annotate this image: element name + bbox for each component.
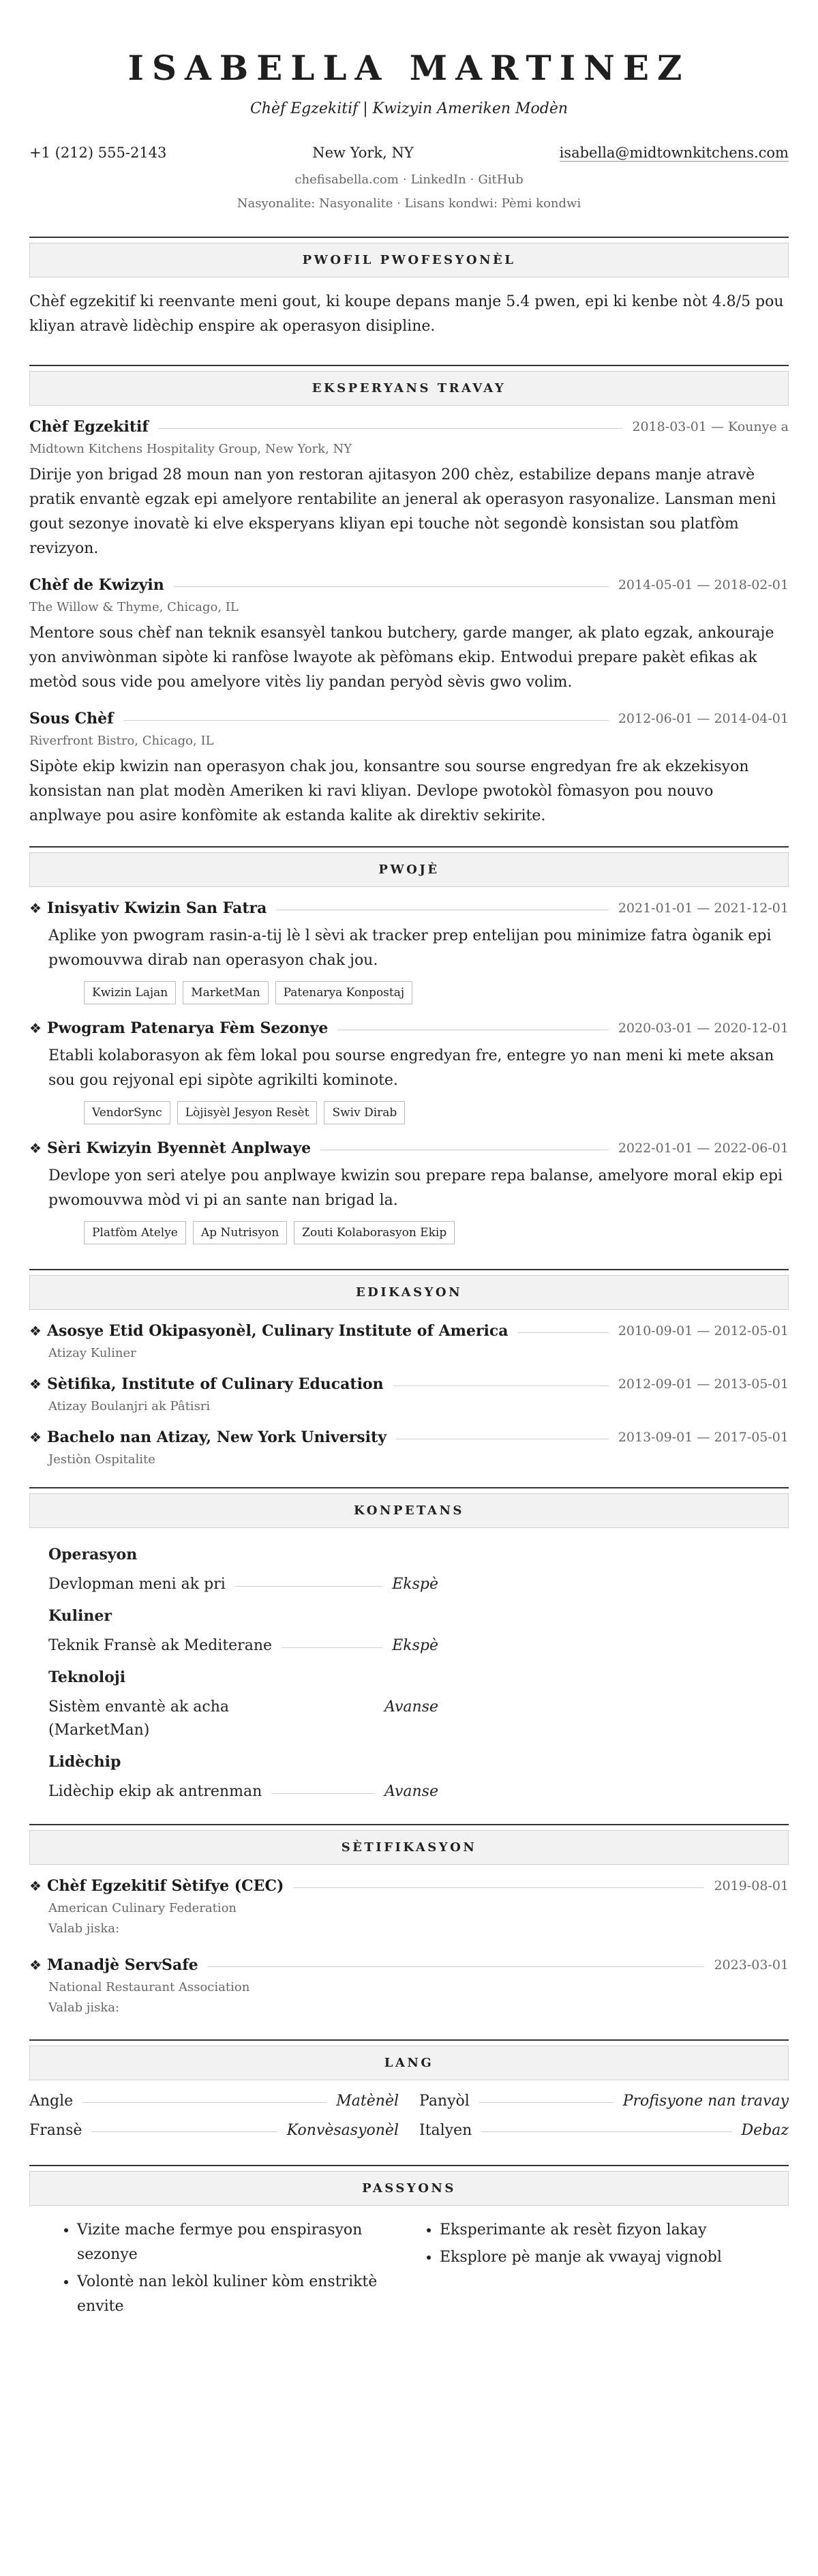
section-heading: EDIKASYON xyxy=(29,1275,789,1310)
certification-date: 2023-03-01 xyxy=(714,1958,789,1973)
education-dates: 2013-09-01 — 2017-05-01 xyxy=(618,1430,789,1445)
candidate-title: Chèf Egzekitif | Kwizyin Ameriken Modèn xyxy=(249,100,569,117)
education-entry xyxy=(29,1322,789,1360)
experience-section xyxy=(29,365,789,828)
interest-item: • Volontè nan lekòl kuliner kòm enstriktè envite xyxy=(77,2270,426,2319)
job-title: Sous Chèf xyxy=(29,710,114,728)
diamond-bullet-icon: ❖ xyxy=(29,1429,42,1446)
section-heading: SÈTIFIKASYON xyxy=(29,1830,789,1865)
experience-entry xyxy=(29,418,789,561)
tag: Kwizin Lajan xyxy=(84,981,176,1004)
skill-group xyxy=(29,1668,438,1742)
links-row xyxy=(29,173,789,187)
section-heading: PWOJÈ xyxy=(29,852,789,887)
diamond-bullet-icon: ❖ xyxy=(29,1020,42,1036)
tag: MarketMan xyxy=(183,981,268,1004)
issuer: National Restaurant Association xyxy=(48,1980,250,1994)
project-description: Etabli kolaborasyon ak fèm lokal pou sourse engredyan fre, entegre yo nan meni ki mete aksan sou gou rejyonal epi sipòte agrikilti kominote. xyxy=(48,1047,774,1089)
separator: · xyxy=(402,173,407,187)
interests-list-right xyxy=(440,2218,789,2322)
employer: Riverfront Bistro, Chicago, IL xyxy=(29,734,214,748)
leader-line xyxy=(174,586,609,587)
project-entry xyxy=(29,1019,789,1124)
candidate-name: ISABELLA MARTINEZ xyxy=(127,48,691,88)
website-link[interactable]: chefisabella.com xyxy=(294,173,399,187)
job-description: Dirije yon brigad 28 moun nan yon restoran ajitasyon 200 chèz, estabilize depans manje atravè pratik envantè egzak epi amelyore rentabilite an jeneral ak operasyon rasyonalize. Lansman meni gout sezonye inovatè ki elve eksperyans kliyan epi touche nòt segondè konsistan sou platfòm revizyon. xyxy=(29,466,776,557)
tag-list xyxy=(29,981,789,1004)
experience-entry xyxy=(29,576,789,695)
language-row xyxy=(29,2093,399,2110)
tag-list xyxy=(29,1221,789,1244)
tag: Lòjisyèl Jesyon Resèt xyxy=(177,1101,318,1124)
certification-date: 2019-08-01 xyxy=(714,1878,789,1893)
leader-line xyxy=(235,1586,382,1587)
phone: +1 (212) 555-2143 xyxy=(29,145,167,161)
tag-list xyxy=(29,1101,789,1124)
leader-line xyxy=(479,2102,614,2103)
tag: Zouti Kolaborasyon Ekip xyxy=(294,1221,455,1244)
leader-line xyxy=(208,1966,705,1967)
language-level: Konvèsasyonèl xyxy=(286,2122,399,2139)
skills-section xyxy=(29,1487,789,1803)
issuer: American Culinary Federation xyxy=(48,1901,237,1915)
skill-category: Kuliner xyxy=(48,1607,112,1625)
separator: · xyxy=(470,173,474,187)
linkedin-link[interactable]: LinkedIn xyxy=(410,173,466,187)
language-name: Italyen xyxy=(419,2122,472,2139)
skill-name: Sistèm envantè ak acha (MarketMan) xyxy=(48,1698,230,1739)
interests-grid xyxy=(29,2218,789,2322)
degree-title: Bachelo nan Atizay, New York University xyxy=(46,1428,387,1446)
employer: The Willow & Thyme, Chicago, IL xyxy=(29,600,239,614)
language-row xyxy=(419,2093,789,2110)
certification-entry xyxy=(29,1877,789,1936)
skill-name: Lidèchip ekip ak antrenman xyxy=(48,1783,262,1800)
project-title: Sèri Kwizyin Byennèt Anplwaye xyxy=(46,1139,312,1157)
section-heading: EKSPERYANS TRAVAY xyxy=(29,371,789,406)
github-link[interactable]: GitHub xyxy=(478,173,524,187)
skill-name: Teknik Fransè ak Mediterane xyxy=(48,1637,273,1654)
interest-item: • Eksplore pè manje ak vwayaj vignobl xyxy=(440,2245,789,2270)
email-link[interactable]: isabella@midtownkitchens.com xyxy=(559,145,789,161)
skill-row xyxy=(48,1780,438,1803)
skill-row xyxy=(48,1696,438,1742)
project-dates: 2022-01-01 — 2022-06-01 xyxy=(618,1141,789,1156)
field-of-study: Jestiòn Ospitalite xyxy=(48,1452,155,1467)
employer: Midtown Kitchens Hospitality Group, New York, NY xyxy=(29,442,352,456)
project-title: Pwogram Patenarya Fèm Sezonye xyxy=(46,1019,329,1037)
language-name: Panyòl xyxy=(419,2093,470,2110)
skill-name: Devlopman meni ak pri xyxy=(48,1576,226,1593)
language-level: Profisyone nan travay xyxy=(622,2093,789,2110)
contact-row xyxy=(29,145,789,162)
leader-line xyxy=(293,1887,704,1888)
job-description: Mentore sous chèf nan teknik esansyèl tankou butchery, garde manger, ak plato egzak, ankouraje yon anviwònman sipòte ki ranfòse lwayote ak pèfòmans ekip. Entwodui prepare pakèt efikas ak metòd sous vide pou amelyore vitès liy pandan peryòd sèvis gwo volim. xyxy=(29,625,774,691)
job-dates: 2012-06-01 — 2014-04-01 xyxy=(618,711,789,726)
certification-entry xyxy=(29,1956,789,2015)
language-name: Fransè xyxy=(29,2122,82,2139)
language-level: Debaz xyxy=(741,2122,789,2139)
language-name: Angle xyxy=(29,2093,74,2110)
education-dates: 2010-09-01 — 2012-05-01 xyxy=(618,1323,789,1338)
leader-line xyxy=(82,2102,327,2103)
project-dates: 2021-01-01 — 2021-12-01 xyxy=(618,901,789,916)
job-dates: 2014-05-01 — 2018-02-01 xyxy=(618,578,789,593)
diamond-bullet-icon: ❖ xyxy=(29,1376,42,1392)
education-entry xyxy=(29,1375,789,1413)
interest-item: • Eksperimante ak resèt fizyon lakay xyxy=(440,2218,789,2243)
resume-header xyxy=(29,48,789,211)
section-heading: KONPETANS xyxy=(29,1493,789,1528)
project-title: Inisyativ Kwizin San Fatra xyxy=(46,899,267,917)
section-heading: PASSYONS xyxy=(29,2171,789,2206)
interests-list-left xyxy=(77,2218,426,2322)
languages-section xyxy=(29,2039,789,2139)
diamond-bullet-icon: ❖ xyxy=(29,1323,42,1339)
degree-title: Asosye Etid Okipasyonèl, Culinary Institute of America xyxy=(46,1322,509,1340)
tag: VendorSync xyxy=(84,1101,170,1124)
job-description: Sipòte ekip kwizin nan operasyon chak jou, konsantre sou sourse engredyan fre ak ekzekisyon konsistan nan plat modèn Ameriken ki ravi kliyan. Devlope pwotokòl fòmasyon pou nouvo anplwaye pou asire konfòmite ak estanda kalite ak direktiv sekirite. xyxy=(29,758,749,824)
leader-line xyxy=(123,720,609,721)
tag: Platfòm Atelye xyxy=(84,1221,186,1244)
interests-section xyxy=(29,2165,789,2322)
certification-title: Chèf Egzekitif Sètifye (CEC) xyxy=(46,1877,284,1895)
project-description: Devlope yon seri atelye pou anplwaye kwizin sou prepare repa balanse, amelyore moral ekip epi pwomouvwa mòd vi pi an sante nan brigad la. xyxy=(48,1167,783,1209)
diamond-bullet-icon: ❖ xyxy=(29,900,42,916)
diamond-bullet-icon: ❖ xyxy=(29,1957,42,1973)
nationality-license: Nasyonalite: Nasyonalite · Lisans kondwi: Pèmi kondwi xyxy=(237,196,581,211)
skill-group xyxy=(29,1753,438,1803)
profile-section xyxy=(29,237,789,339)
leader-line xyxy=(91,2131,277,2132)
skill-group xyxy=(29,1607,438,1658)
leader-line xyxy=(282,1647,382,1648)
tag: Swiv Dirab xyxy=(324,1101,405,1124)
skill-category: Operasyon xyxy=(48,1546,138,1563)
skill-level: Ekspè xyxy=(392,1576,438,1593)
section-heading: LANG xyxy=(29,2046,789,2080)
skill-category: Teknoloji xyxy=(48,1668,126,1686)
language-row xyxy=(29,2122,399,2139)
location: New York, NY xyxy=(312,145,414,161)
diamond-bullet-icon: ❖ xyxy=(29,1878,42,1894)
tag: Patenarya Konpostaj xyxy=(275,981,413,1004)
skill-level: Ekspè xyxy=(392,1637,438,1654)
job-dates: 2018-03-01 — Kounye a xyxy=(632,419,789,434)
project-entry xyxy=(29,899,789,1004)
leader-line xyxy=(158,428,623,429)
valid-until: Valab jiska: xyxy=(48,1921,120,1936)
field-of-study: Atizay Boulanjri ak Pâtisri xyxy=(48,1399,211,1413)
certifications-section xyxy=(29,1824,789,2015)
valid-until: Valab jiska: xyxy=(48,2001,120,2015)
education-dates: 2012-09-01 — 2013-05-01 xyxy=(618,1377,789,1392)
project-dates: 2020-03-01 — 2020-12-01 xyxy=(618,1021,789,1036)
leader-line xyxy=(271,1793,375,1794)
field-of-study: Atizay Kuliner xyxy=(48,1346,136,1360)
skill-group xyxy=(29,1546,438,1596)
job-title: Chèf Egzekitif xyxy=(29,418,149,436)
language-row xyxy=(419,2122,789,2139)
leader-line xyxy=(481,2131,731,2132)
skill-level: Avanse xyxy=(384,1783,438,1800)
education-section xyxy=(29,1269,789,1467)
language-grid xyxy=(29,2093,789,2139)
project-description: Aplike yon pwogram rasin-a-tij lè l sèvi ak tracker prep entelijan pou minimize fatra òganik epi pwomouvwa dirab nan operasyon chak jou. xyxy=(48,927,772,969)
profile-summary: Chèf egzekitif ki reenvante meni gout, ki koupe depans manje 5.4 pwen, epi ki kenbe nòt 4.8/5 pou kliyan atravè lidèchip enspire ak operasyon disipline. xyxy=(29,293,784,335)
projects-section xyxy=(29,846,789,1244)
skill-category: Lidèchip xyxy=(48,1753,121,1771)
job-title: Chèf de Kwizyin xyxy=(29,576,164,594)
skill-level: Avanse xyxy=(384,1698,438,1716)
skill-row xyxy=(48,1634,438,1658)
education-entry xyxy=(29,1428,789,1467)
language-level: Matènèl xyxy=(336,2093,399,2110)
experience-entry xyxy=(29,710,789,828)
degree-title: Sètifika, Institute of Culinary Education xyxy=(46,1375,384,1393)
skill-row xyxy=(48,1573,438,1596)
tag: Ap Nutrisyon xyxy=(193,1221,287,1244)
leader-line xyxy=(518,1332,609,1333)
section-heading: PWOFIL PWOFESYONÈL xyxy=(29,243,789,278)
project-entry xyxy=(29,1139,789,1244)
certification-title: Manadjè ServSafe xyxy=(46,1956,198,1974)
diamond-bullet-icon: ❖ xyxy=(29,1140,42,1156)
interest-item: • Vizite mache fermye pou enspirasyon sezonye xyxy=(77,2218,426,2267)
